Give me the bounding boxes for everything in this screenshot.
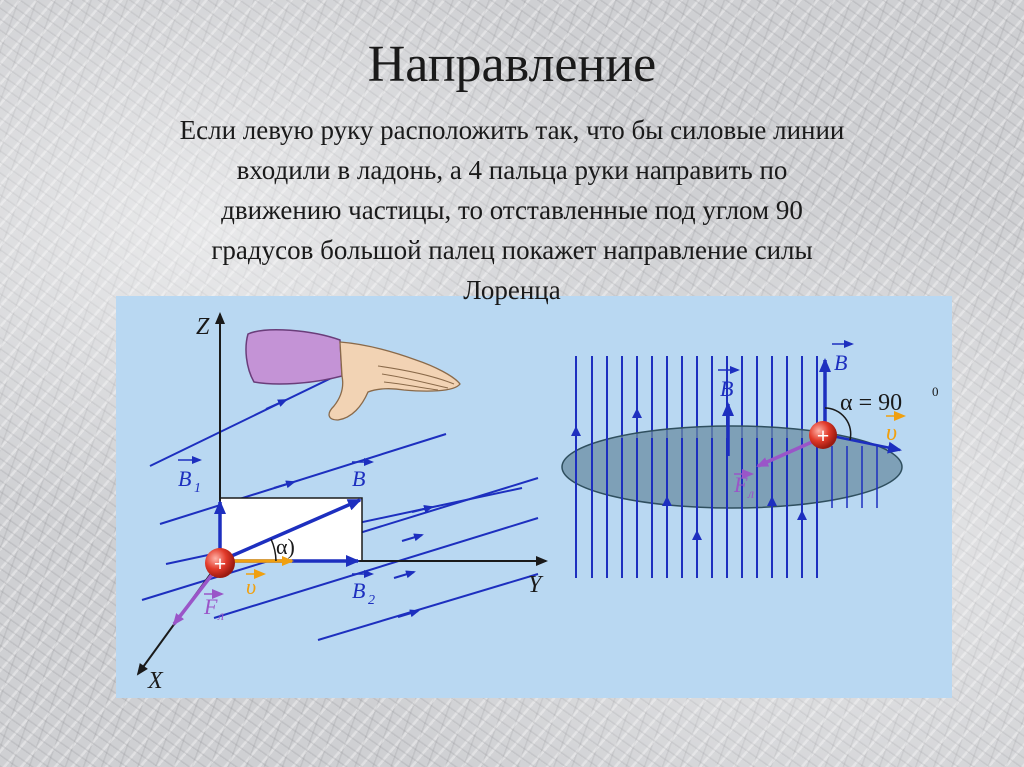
right-b-symbol: B: [720, 376, 734, 401]
force-subscript: л: [218, 609, 225, 624]
rule-line-2: входили в ладонь, а 4 пальца руки направить по: [236, 155, 788, 185]
b-symbol: B: [352, 466, 366, 491]
rule-line-5: Лоренца: [463, 275, 561, 305]
x-axis-label: X: [148, 668, 163, 694]
diagram-canvas: [116, 296, 952, 698]
b1-symbol: B: [178, 466, 192, 491]
force-symbol: F: [204, 594, 218, 619]
charge-sign: +: [213, 551, 227, 576]
right-angle-degree: 0: [932, 384, 939, 399]
velocity-symbol: υ: [246, 574, 257, 599]
rule-line-3: движению частицы, то отставленные под углом 90: [221, 195, 803, 225]
rule-text: [90, 110, 934, 310]
slide-title: Направление: [367, 36, 657, 93]
right-force-subscript: л: [748, 487, 755, 502]
b1-subscript: 1: [194, 481, 201, 496]
right-velocity-symbol: υ: [886, 420, 898, 446]
alpha-label: α): [276, 534, 295, 559]
rule-line-1: Если левую руку расположить так, что бы силовые линии: [179, 115, 845, 145]
lorentz-force-diagram: [116, 296, 952, 698]
right-charge-sign: +: [816, 423, 830, 448]
right-b-top-symbol: B: [834, 350, 848, 375]
right-force-symbol: F: [734, 472, 748, 497]
z-axis-label: Z: [196, 314, 210, 340]
y-axis-label: Y: [528, 572, 542, 598]
b2-subscript: 2: [368, 593, 375, 608]
b2-symbol: B: [352, 578, 366, 603]
rule-line-4: градусов большой палец покажет направление силы: [211, 235, 813, 265]
right-angle-text: α = 90: [840, 390, 903, 416]
